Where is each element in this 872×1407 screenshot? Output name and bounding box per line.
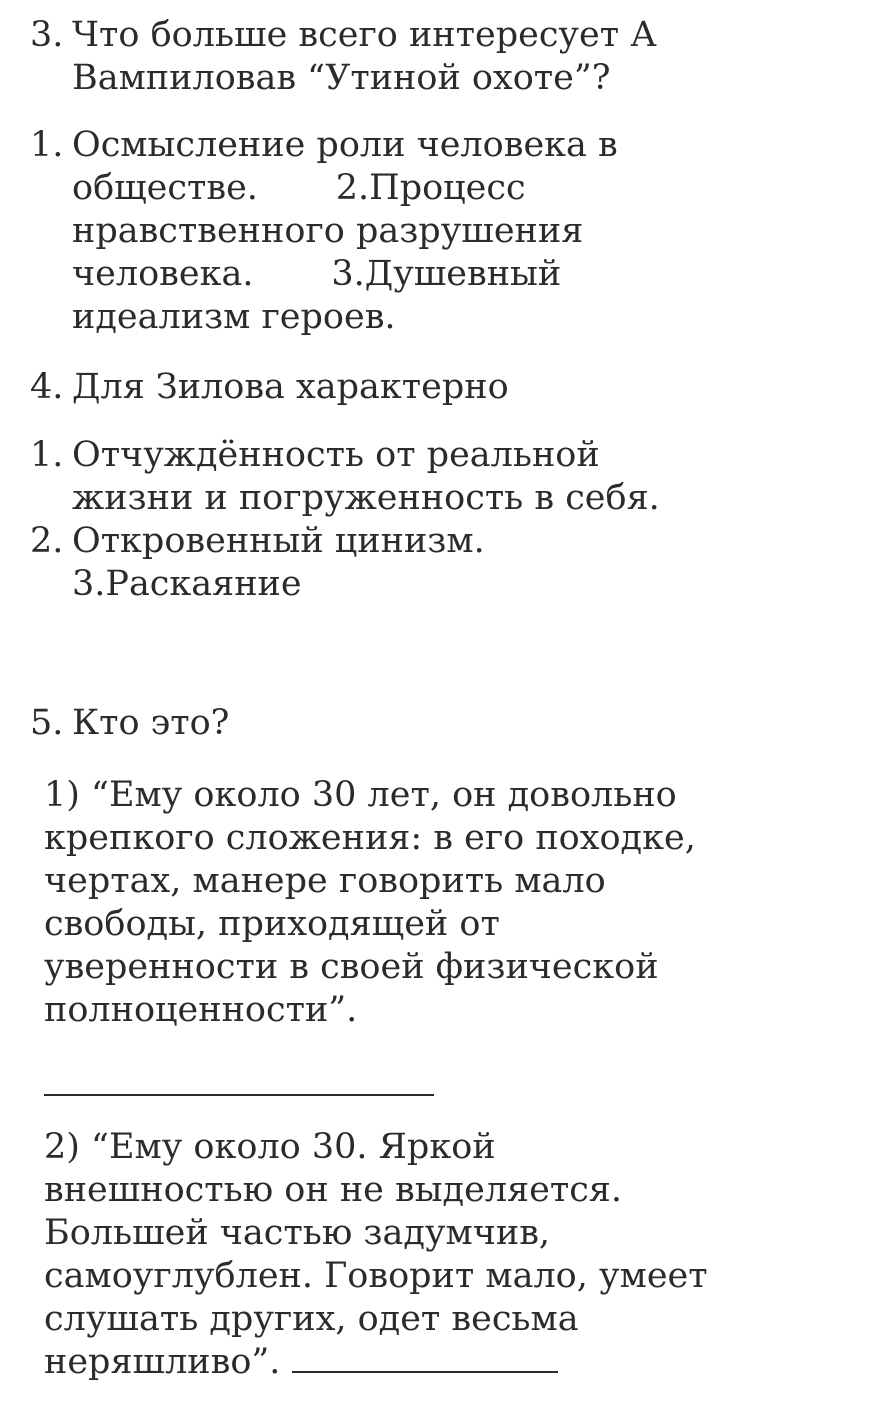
text-line: внешностью он не выделяется. [44,1170,623,1210]
text-line: полноценности”. [44,990,358,1030]
character-description-2 [44,1126,859,1384]
text-line: свободы, приходящей от [44,904,500,944]
text-line: Для Зилова характерно [72,367,509,407]
text-line: слушать других, одет весьма [44,1299,579,1339]
question-number: 4. [30,367,64,407]
text-line: идеализм героев. [72,297,396,337]
text-line: уверенности в своей физической [44,947,659,987]
option-number: 2. [30,521,64,561]
text-line: 2) “Ему около 30. Яркой [44,1127,496,1167]
character-description-1 [44,774,859,1032]
text-line: Осмысление роли человека в [72,125,618,165]
text-line: Откровенный цинизм. [72,521,485,561]
question-number: 5. [30,703,64,743]
question-text [72,702,852,745]
option-number: 1. [30,435,64,475]
text-line-with-blank [44,1341,859,1384]
text-line: Вампиловав “Утиной охоте”? [72,58,611,98]
answer-blank-2[interactable] [292,1341,558,1373]
text-line: крепкого сложения: в его походке, [44,818,696,858]
text-line: Отчуждённость от реальной [72,435,600,475]
text-line: Что больше всего интересует А [72,15,657,55]
question-text [72,366,852,409]
text-fragment: неряшливо”. [44,1342,292,1382]
answer-blank-1[interactable] [44,1094,434,1096]
option-text [72,520,852,606]
option-number: 1. [30,125,64,165]
question-text [72,14,852,100]
text-line: обществе. 2.Процесс [72,168,526,208]
text-line: Кто это? [72,703,230,743]
text-line: нравственного разрушения [72,211,584,251]
text-line: жизни и погруженность в себя. [72,478,660,518]
options-text [72,124,852,339]
text-line: чертах, манере говорить мало [44,861,606,901]
option-text [72,434,852,520]
text-line: 3.Раскаяние [72,564,302,604]
text-line: самоуглублен. Говорит мало, умеет [44,1256,708,1296]
text-line: 1) “Ему около 30 лет, он довольно [44,775,677,815]
text-line: человека. 3.Душевный [72,254,562,294]
question-number: 3. [30,15,64,55]
text-line: Большей частью задумчив, [44,1213,551,1253]
